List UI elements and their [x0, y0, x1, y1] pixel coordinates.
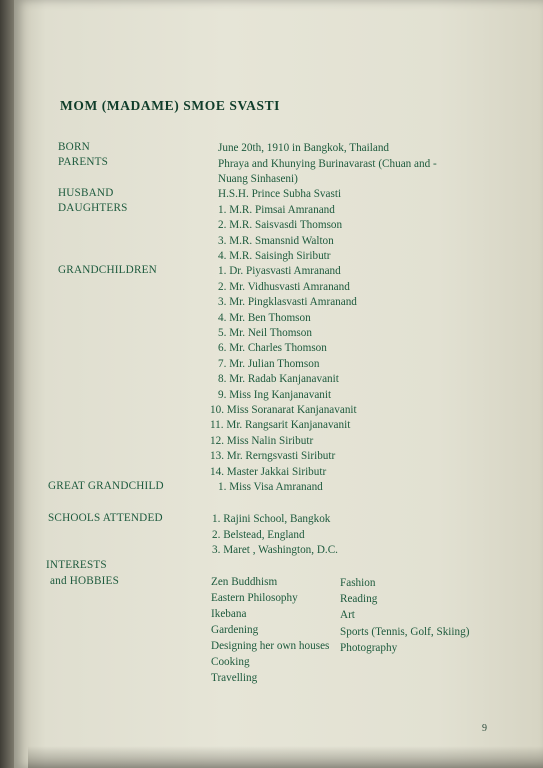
- list-item: 6. Mr. Charles Thomson: [218, 342, 327, 354]
- hobbies-label: and HOBBIES: [50, 575, 120, 587]
- grandchildren-label: GRANDCHILDREN: [58, 264, 157, 276]
- list-item: 2. M.R. Saisvasdi Thomson: [218, 219, 343, 231]
- list-item: 14. Master Jakkai Siributr: [210, 466, 327, 478]
- list-item: 1. M.R. Pimsai Amranand: [218, 204, 335, 216]
- list-item: 7. Mr. Julian Thomson: [218, 358, 320, 370]
- parents-label: PARENTS: [58, 156, 109, 168]
- list-item: 2. Belstead, England: [212, 529, 305, 541]
- list-item: 1. Dr. Piyasvasti Amranand: [218, 265, 341, 277]
- page-shadow: [28, 746, 543, 768]
- hobby-item: Reading: [340, 593, 378, 605]
- hobby-item: Photography: [340, 642, 398, 654]
- parents-value-line1: Phraya and Khunying Burinavarast (Chuan and -: [218, 158, 437, 170]
- list-item: 1. Rajini School, Bangkok: [212, 513, 331, 525]
- hobby-item: Art: [340, 609, 355, 621]
- list-item: 3. Maret , Washington, D.C.: [212, 544, 338, 556]
- list-item: 9. Miss Ing Kanjanavanit: [218, 389, 332, 401]
- hobby-item: Gardening: [211, 624, 259, 636]
- hobby-item: Fashion: [340, 577, 376, 589]
- great-grandchild-label: GREAT GRANDCHILD: [48, 480, 164, 492]
- page-number: 9: [482, 723, 487, 734]
- hobby-item: Ikebana: [211, 608, 247, 620]
- parents-value-line2: Nuang Sinhaseni): [218, 173, 298, 185]
- born-label: BORN: [58, 141, 90, 153]
- hobby-item: Travelling: [211, 672, 258, 684]
- hobby-item: Zen Buddhism: [211, 576, 278, 588]
- book-binding: [0, 0, 14, 768]
- schools-label: SCHOOLS ATTENDED: [48, 512, 163, 524]
- daughters-label: DAUGHTERS: [58, 202, 128, 214]
- list-item: 3. Mr. Pingklasvasti Amranand: [218, 296, 357, 308]
- list-item: 4. Mr. Ben Thomson: [218, 312, 311, 324]
- list-item: 10. Miss Soranarat Kanjanavanit: [210, 404, 357, 416]
- page-title: MOM (MADAME) SMOE SVASTI: [60, 98, 281, 113]
- hobby-item: Cooking: [211, 656, 250, 668]
- hobby-item: Sports (Tennis, Golf, Skiing): [340, 626, 470, 638]
- husband-label: HUSBAND: [58, 187, 114, 199]
- list-item: 13. Mr. Rerngsvasti Siributr: [210, 450, 336, 462]
- list-item: 8. Mr. Radab Kanjanavanit: [218, 373, 339, 385]
- great-grandchild-value: 1. Miss Visa Amranand: [218, 481, 323, 493]
- list-item: 11. Mr. Rangsarit Kanjanavanit: [210, 419, 351, 431]
- husband-value: H.S.H. Prince Subha Svasti: [218, 188, 342, 200]
- list-item: 2. Mr. Vidhusvasti Amranand: [218, 281, 350, 293]
- list-item: 4. M.R. Saisingh Siributr: [218, 250, 331, 262]
- hobby-item: Designing her own houses: [211, 640, 330, 652]
- list-item: 12. Miss Nalin Siributr: [210, 435, 314, 447]
- list-item: 5. Mr. Neil Thomson: [218, 327, 312, 339]
- list-item: 3. M.R. Smansnid Walton: [218, 235, 334, 247]
- hobby-item: Eastern Philosophy: [211, 592, 298, 604]
- born-value: June 20th, 1910 in Bangkok, Thailand: [218, 142, 390, 154]
- interests-label: INTERESTS: [46, 559, 107, 571]
